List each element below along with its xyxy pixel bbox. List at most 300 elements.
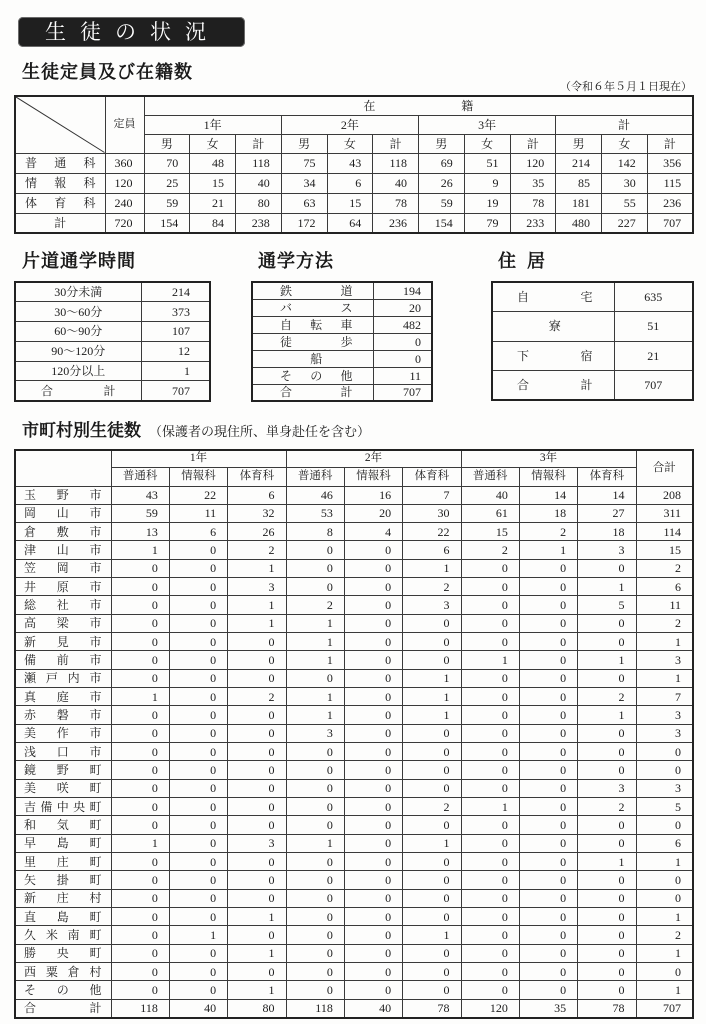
residence-row — [492, 312, 693, 342]
count-value: 0 — [169, 559, 227, 577]
count-value: 0 — [169, 908, 227, 926]
count-value: 0 — [578, 963, 636, 981]
row-value: 707 — [614, 371, 693, 401]
count-value: 0 — [286, 963, 344, 981]
row-value: 0 — [373, 333, 432, 350]
count-value: 1 — [403, 559, 461, 577]
municipality-name: 総社市 — [24, 598, 102, 613]
count-value: 0 — [111, 798, 169, 816]
row-label: 寮 — [548, 319, 561, 334]
gender-header: 男 — [144, 134, 190, 153]
grade-header: 1年 — [111, 450, 286, 467]
count-value: 0 — [169, 834, 227, 852]
row-label-cell — [252, 299, 373, 316]
row-total-value: 0 — [636, 743, 693, 761]
municipality-name-cell — [15, 779, 111, 797]
count-value: 0 — [519, 981, 577, 999]
count-value: 0 — [578, 669, 636, 687]
count-value: 0 — [169, 651, 227, 669]
count-value: 1 — [111, 688, 169, 706]
count-value: 22 — [403, 523, 461, 541]
row-label-cell — [492, 371, 614, 401]
count-value: 0 — [519, 834, 577, 852]
count-value: 61 — [461, 504, 519, 522]
count-value: 0 — [344, 651, 402, 669]
count-value: 1 — [169, 926, 227, 944]
municipality-name: 岡山市 — [24, 506, 102, 521]
count-value: 0 — [169, 798, 227, 816]
count-value: 0 — [286, 559, 344, 577]
count-value: 43 — [111, 486, 169, 504]
count-value: 1 — [403, 706, 461, 724]
count-value: 0 — [461, 853, 519, 871]
municipality-name-cell — [15, 651, 111, 669]
count-value: 80 — [228, 999, 286, 1017]
municipality-name-cell — [15, 523, 111, 541]
row-total-value: 3 — [636, 706, 693, 724]
count-value: 1 — [286, 633, 344, 651]
count-value: 0 — [519, 779, 577, 797]
count-value: 0 — [111, 559, 169, 577]
course-header: 体育科 — [228, 467, 286, 486]
count-value: 1 — [578, 578, 636, 596]
count-value: 18 — [578, 523, 636, 541]
row-label-cell — [492, 282, 614, 312]
municipality-name: 美咲町 — [24, 781, 102, 796]
row-total-value: 1 — [636, 853, 693, 871]
row-total-value: 5 — [636, 798, 693, 816]
count-value: 0 — [286, 761, 344, 779]
count-value: 0 — [111, 596, 169, 614]
corner-diagonal-line — [16, 97, 105, 153]
count-value: 35 — [519, 999, 577, 1017]
count-value: 0 — [578, 743, 636, 761]
municipality-row — [15, 834, 693, 852]
row-value: 51 — [614, 312, 693, 342]
muni-header-row-grades — [15, 450, 693, 467]
municipality-name-cell — [15, 559, 111, 577]
municipality-name: 早島町 — [24, 836, 102, 851]
count-value: 6 — [403, 541, 461, 559]
commute-method-row — [252, 350, 432, 367]
enrolled-value: 120 — [510, 153, 556, 173]
as-of-date: （令和６年５月１日現在） — [560, 81, 692, 93]
row-value: 12 — [141, 341, 210, 361]
row-total-value: 2 — [636, 926, 693, 944]
municipality-name: 新見市 — [24, 634, 102, 649]
municipality-name: 高梁市 — [24, 616, 102, 631]
commute-time-row — [15, 282, 210, 302]
row-total-value: 0 — [636, 816, 693, 834]
count-value: 0 — [403, 889, 461, 907]
municipality-name: 玉野市 — [24, 488, 102, 503]
gender-header: 男 — [419, 134, 465, 153]
count-value: 0 — [519, 724, 577, 742]
count-value: 1 — [228, 908, 286, 926]
count-value: 0 — [344, 834, 402, 852]
count-value: 0 — [519, 578, 577, 596]
capacity-header: 定員 — [105, 96, 144, 153]
count-value: 0 — [169, 669, 227, 687]
count-value: 0 — [228, 798, 286, 816]
municipality-row — [15, 688, 693, 706]
row-label-cell — [492, 341, 614, 371]
count-value: 0 — [344, 559, 402, 577]
municipality-row — [15, 871, 693, 889]
count-value: 46 — [286, 486, 344, 504]
enrolled-value: 40 — [236, 173, 282, 193]
count-value: 1 — [578, 853, 636, 871]
municipality-row — [15, 578, 693, 596]
enrolled-value: 30 — [602, 173, 648, 193]
count-value: 0 — [169, 541, 227, 559]
enrolled-value: 236 — [647, 193, 693, 213]
count-value: 0 — [344, 871, 402, 889]
enrolled-value: 84 — [190, 213, 236, 233]
count-value: 1 — [111, 834, 169, 852]
count-value: 26 — [228, 523, 286, 541]
municipality-row — [15, 614, 693, 632]
count-value: 3 — [286, 724, 344, 742]
corner-cell — [15, 96, 105, 153]
count-value: 0 — [461, 981, 519, 999]
count-value: 0 — [228, 889, 286, 907]
count-value: 0 — [286, 889, 344, 907]
capacity-value: 240 — [105, 193, 144, 213]
count-value: 0 — [228, 853, 286, 871]
municipality-row — [15, 541, 693, 559]
count-value: 0 — [228, 743, 286, 761]
enrolled-value: 707 — [647, 213, 693, 233]
count-value: 14 — [519, 486, 577, 504]
count-value: 0 — [111, 926, 169, 944]
municipality-heading — [22, 421, 370, 443]
count-value: 0 — [344, 743, 402, 761]
count-value: 0 — [578, 944, 636, 962]
enrollment-table-head — [15, 96, 693, 153]
count-value: 0 — [286, 871, 344, 889]
count-value: 0 — [169, 944, 227, 962]
row-label: 徒歩 — [280, 334, 353, 349]
gender-header: 女 — [464, 134, 510, 153]
enrollment-heading: 生徒定員及び在籍数 — [22, 62, 193, 83]
enrolled-value: 64 — [327, 213, 373, 233]
count-value: 1 — [578, 706, 636, 724]
count-value: 0 — [286, 926, 344, 944]
row-total-value: 6 — [636, 834, 693, 852]
count-value: 0 — [111, 578, 169, 596]
count-value: 0 — [519, 926, 577, 944]
count-value: 1 — [286, 614, 344, 632]
count-value: 118 — [111, 999, 169, 1017]
municipality-row — [15, 651, 693, 669]
municipality-name: 和気町 — [24, 818, 102, 833]
row-value: 635 — [614, 282, 693, 312]
row-value: 21 — [614, 341, 693, 371]
row-label: 合計 — [280, 385, 353, 400]
municipality-name-cell — [15, 926, 111, 944]
count-value: 0 — [461, 926, 519, 944]
enrollment-table — [14, 95, 694, 234]
count-value: 0 — [403, 963, 461, 981]
count-value: 0 — [111, 724, 169, 742]
row-label: 90～120分 — [15, 341, 141, 361]
commute-time-heading: 片道通学時間 — [22, 251, 136, 272]
count-value: 0 — [344, 926, 402, 944]
count-value: 0 — [169, 706, 227, 724]
enrollment-total-row — [15, 213, 693, 233]
enrolled-value: 15 — [327, 193, 373, 213]
count-value: 0 — [578, 724, 636, 742]
count-value: 0 — [403, 908, 461, 926]
count-value: 0 — [344, 688, 402, 706]
enrolled-value: 6 — [327, 173, 373, 193]
enrolled-value: 35 — [510, 173, 556, 193]
gender-header: 計 — [236, 134, 282, 153]
municipality-name: 里庄町 — [24, 854, 102, 869]
count-value: 40 — [344, 999, 402, 1017]
row-label: 120分以上 — [15, 361, 141, 381]
grade-header: 3年 — [461, 450, 636, 467]
count-value: 0 — [519, 944, 577, 962]
count-value: 0 — [578, 633, 636, 651]
count-value: 0 — [578, 761, 636, 779]
count-value: 0 — [228, 871, 286, 889]
row-label: バス — [280, 300, 353, 315]
count-value: 13 — [111, 523, 169, 541]
count-value: 0 — [344, 596, 402, 614]
count-value: 0 — [578, 908, 636, 926]
municipality-name: 西粟倉村 — [24, 964, 102, 979]
count-value: 0 — [111, 963, 169, 981]
municipality-name-cell — [15, 944, 111, 962]
count-value: 0 — [519, 706, 577, 724]
commute-method-row — [252, 367, 432, 384]
commute-method-total-row — [252, 384, 432, 401]
municipality-name: 矢掛町 — [24, 873, 102, 888]
count-value: 0 — [403, 981, 461, 999]
municipality-name: 新庄村 — [24, 891, 102, 906]
municipality-name-cell — [15, 963, 111, 981]
municipality-row — [15, 559, 693, 577]
count-value: 1 — [461, 651, 519, 669]
count-value: 0 — [169, 596, 227, 614]
count-value: 0 — [286, 853, 344, 871]
count-value: 0 — [111, 816, 169, 834]
course-header: 普通科 — [111, 467, 169, 486]
count-value: 3 — [228, 578, 286, 596]
count-value: 0 — [228, 724, 286, 742]
enrolled-header: 在籍 — [363, 98, 474, 113]
row-total-value: 2 — [636, 559, 693, 577]
enrolled-value: 214 — [556, 153, 602, 173]
count-value: 32 — [228, 504, 286, 522]
count-value: 1 — [403, 669, 461, 687]
count-value: 0 — [169, 743, 227, 761]
count-value: 0 — [111, 761, 169, 779]
enrolled-value: 25 — [144, 173, 190, 193]
count-value: 59 — [111, 504, 169, 522]
count-value: 0 — [519, 633, 577, 651]
count-value: 0 — [519, 743, 577, 761]
count-value: 6 — [169, 523, 227, 541]
muni-header-row-courses — [15, 467, 693, 486]
row-total-value: 1 — [636, 944, 693, 962]
count-value: 0 — [169, 688, 227, 706]
row-label-cell — [492, 312, 614, 342]
municipality-name: 勝央町 — [24, 946, 102, 961]
municipality-row — [15, 669, 693, 687]
municipality-row — [15, 486, 693, 504]
count-value: 0 — [344, 614, 402, 632]
count-value: 0 — [111, 779, 169, 797]
course-header: 情報科 — [344, 467, 402, 486]
residence-heading: 住居 — [498, 251, 556, 272]
municipality-heading-note: （保護者の現住所、単身赴任を含む） — [149, 425, 371, 440]
gender-header: 女 — [190, 134, 236, 153]
commute-time-total-row — [15, 381, 210, 401]
count-value: 0 — [403, 743, 461, 761]
count-value: 1 — [403, 926, 461, 944]
enrolled-value: 26 — [419, 173, 465, 193]
count-value: 0 — [228, 761, 286, 779]
enrolled-value: 118 — [236, 153, 282, 173]
gender-header: 男 — [281, 134, 327, 153]
count-value: 0 — [228, 926, 286, 944]
municipality-name-cell — [15, 724, 111, 742]
count-value: 0 — [578, 926, 636, 944]
count-value: 3 — [403, 596, 461, 614]
count-value: 78 — [578, 999, 636, 1017]
count-value: 0 — [519, 559, 577, 577]
municipality-name-cell — [15, 853, 111, 871]
count-value: 0 — [286, 981, 344, 999]
count-value: 0 — [169, 816, 227, 834]
count-value: 2 — [228, 688, 286, 706]
enrolled-value: 115 — [647, 173, 693, 193]
enrolled-value: 40 — [373, 173, 419, 193]
count-value: 0 — [169, 614, 227, 632]
course-row — [15, 193, 693, 213]
course-label-cell — [15, 193, 105, 213]
count-value: 0 — [403, 614, 461, 632]
count-value: 0 — [169, 633, 227, 651]
count-value: 0 — [519, 853, 577, 871]
row-label: 合計 — [517, 378, 593, 392]
row-label-cell — [252, 350, 373, 367]
enrolled-value: 59 — [144, 193, 190, 213]
municipality-name-cell — [15, 908, 111, 926]
row-value: 20 — [373, 299, 432, 316]
row-total-value: 707 — [636, 999, 693, 1017]
row-total-value: 15 — [636, 541, 693, 559]
enrolled-value: 80 — [236, 193, 282, 213]
municipality-row — [15, 706, 693, 724]
row-label: 自転車 — [280, 317, 353, 332]
course-label: 情報科 — [25, 176, 96, 190]
count-value: 0 — [286, 779, 344, 797]
municipality-row — [15, 596, 693, 614]
municipality-table-body — [15, 486, 693, 1018]
row-label-cell — [15, 381, 141, 401]
count-value: 2 — [461, 541, 519, 559]
count-value: 0 — [344, 779, 402, 797]
count-value: 1 — [111, 541, 169, 559]
municipality-row — [15, 761, 693, 779]
row-total-value: 7 — [636, 688, 693, 706]
count-value: 0 — [461, 688, 519, 706]
municipality-name: 久米南町 — [24, 928, 102, 943]
count-value: 0 — [578, 871, 636, 889]
count-value: 0 — [461, 706, 519, 724]
count-value: 0 — [403, 944, 461, 962]
diagonal-stroke — [16, 97, 105, 153]
count-value: 0 — [578, 981, 636, 999]
count-value: 0 — [461, 779, 519, 797]
residence-table-body — [492, 282, 693, 400]
enrolled-value: 48 — [190, 153, 236, 173]
grade-header: 2年 — [286, 450, 461, 467]
municipality-row — [15, 944, 693, 962]
residence-total-row — [492, 371, 693, 401]
count-value: 0 — [461, 944, 519, 962]
count-value: 2 — [578, 688, 636, 706]
count-value: 20 — [344, 504, 402, 522]
gender-header: 男 — [556, 134, 602, 153]
count-value: 0 — [111, 944, 169, 962]
course-label-cell — [15, 213, 105, 233]
row-total-value: 3 — [636, 724, 693, 742]
count-value: 0 — [519, 669, 577, 687]
count-value: 0 — [344, 944, 402, 962]
municipality-row — [15, 816, 693, 834]
enrolled-value: 172 — [281, 213, 327, 233]
row-value: 482 — [373, 316, 432, 333]
count-value: 0 — [111, 614, 169, 632]
commute-time-row — [15, 322, 210, 342]
grade-header: 3年 — [419, 115, 556, 134]
municipality-name: 倉敷市 — [24, 524, 102, 539]
count-value: 0 — [344, 963, 402, 981]
municipality-row — [15, 889, 693, 907]
municipality-row — [15, 926, 693, 944]
commute-method-row — [252, 299, 432, 316]
municipality-row — [15, 523, 693, 541]
count-value: 0 — [228, 816, 286, 834]
gender-header: 計 — [510, 134, 556, 153]
municipality-name: 津山市 — [24, 543, 102, 558]
municipality-name-cell — [15, 578, 111, 596]
count-value: 0 — [344, 578, 402, 596]
municipality-name-cell — [15, 743, 111, 761]
count-value: 1 — [228, 559, 286, 577]
count-value: 1 — [403, 834, 461, 852]
municipality-name: 美作市 — [24, 726, 102, 741]
count-value: 1 — [228, 596, 286, 614]
row-total-value: 1 — [636, 981, 693, 999]
row-label: 60～90分 — [15, 322, 141, 342]
count-value: 0 — [169, 779, 227, 797]
row-label: その他 — [280, 368, 353, 383]
row-value: 11 — [373, 367, 432, 384]
municipality-row — [15, 724, 693, 742]
enrolled-value: 118 — [373, 153, 419, 173]
row-value: 0 — [373, 350, 432, 367]
municipality-name-cell — [15, 816, 111, 834]
count-value: 0 — [111, 871, 169, 889]
count-value: 0 — [228, 963, 286, 981]
count-value: 0 — [519, 651, 577, 669]
